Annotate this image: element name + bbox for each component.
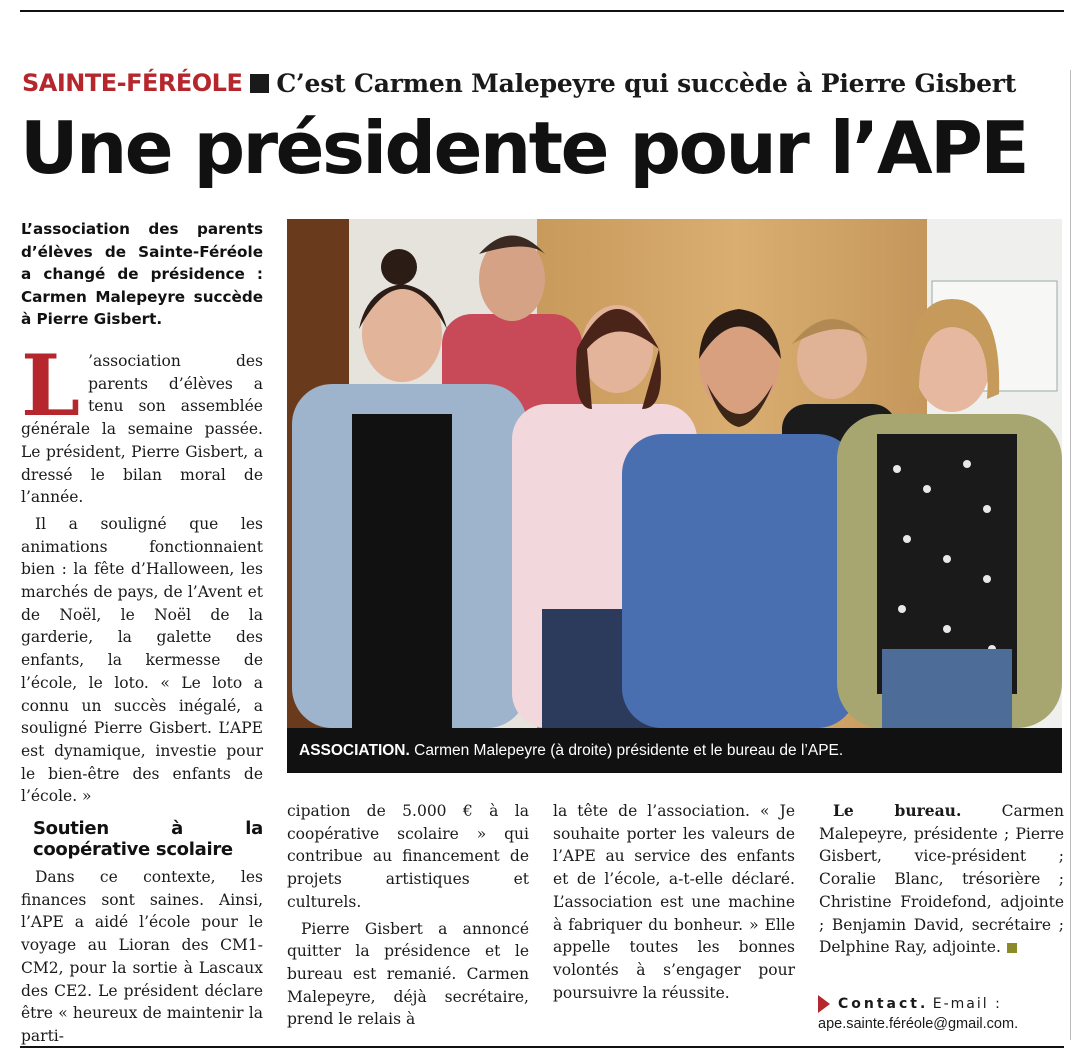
body-column-3	[553, 800, 795, 1008]
group-photo	[287, 219, 1062, 728]
caption-label: ASSOCIATION.	[299, 741, 410, 759]
kicker-separator-square	[250, 74, 269, 93]
end-mark-square	[1007, 943, 1017, 953]
caption-text: Carmen Malepeyre (à droite) présidente et le bureau de l’APE.	[409, 741, 844, 759]
body-paragraph-2: Il a souligné que les animations fonctionnaient bien : la fête d’Halloween, les marchés de pays, de l’Avent et de Noël, le Noël de la garderie, la galette des enfants, la kermesse de l’école, le loto. « Le loto a connu un succès inégalé, a souligné Pierre Gisbert. L’APE est dynamique, investie pour le bien-être des enfants de l’école. »	[21, 514, 263, 806]
contact-email[interactable]: ape.sainte.féréole@gmail.com.	[818, 1016, 1019, 1032]
column-rule	[1070, 70, 1071, 1040]
contact-label: Contact.	[838, 996, 929, 1012]
kicker-line	[22, 66, 1016, 100]
kicker-location: SAINTE-FÉRÉOLE	[22, 69, 243, 97]
arrow-right-icon	[818, 995, 830, 1013]
overline: C’est Carmen Malepeyre qui succède à Pierre Gisbert	[276, 68, 1017, 98]
bureau-box	[819, 800, 1064, 963]
bureau-text: Carmen Malepeyre, présidente ; Pierre Gisbert, vice-président ; Coralie Blanc, trésorière ; Christine Froidefond, adjointe ; Benjamin David, secrétaire ; Delphine Ray, adjointe.	[819, 802, 1065, 957]
body-column-1	[21, 336, 263, 1052]
body-paragraph-4-cont: la tête de l’association. « Je souhaite porter les valeurs de l’APE au service des enfants et de l’école, a-t-elle déclaré. L’association est une machine à fabriquer du bonheur. » Elle appelle toutes les bonnes volontés à s’engager pour poursuivre la réussite.	[553, 802, 795, 1002]
subhead: Soutien à la coopérative scolaire	[33, 818, 263, 861]
bottom-rule	[20, 1046, 1064, 1048]
body-paragraph-3-start: Dans ce contexte, les finances sont saines. Ainsi, l’APE a aidé l’école pour le voyage au Lioran des CM1-CM2, pour la sortie à Lascaux des CE2. Le président déclare être « heureux de maintenir la parti-	[21, 868, 263, 1045]
contact-block	[818, 994, 1064, 1034]
body-column-2	[287, 800, 529, 1035]
bureau-title: Le bureau.	[833, 801, 962, 820]
contact-email-label: E-mail :	[932, 996, 1002, 1012]
dropcap: L	[21, 336, 81, 435]
photo-caption	[287, 728, 1062, 773]
group-photo-illustration	[287, 219, 1062, 728]
headline: Une présidente pour l’APE	[20, 106, 1028, 190]
body-paragraph-3-cont: cipation de 5.000 € à la coopérative scolaire » qui contribue au financement de projets artistiques et culturels.	[287, 802, 529, 911]
body-paragraph-4-start: Pierre Gisbert a annoncé quitter la présidence et le bureau est remanié. Carmen Malepeyre, déjà secrétaire, prend le relais à	[287, 919, 529, 1029]
body-paragraph-1: ’association des parents d’élèves a tenu son assemblée générale la semaine passée. Le président, Pierre Gisbert, a dressé le bilan moral de l’année.	[21, 352, 263, 507]
top-rule	[20, 10, 1064, 12]
chapo: L’association des parents d’élèves de Sainte-Féréole a changé de présidence : Carmen Malepeyre succède à Pierre Gisbert.	[21, 220, 263, 328]
